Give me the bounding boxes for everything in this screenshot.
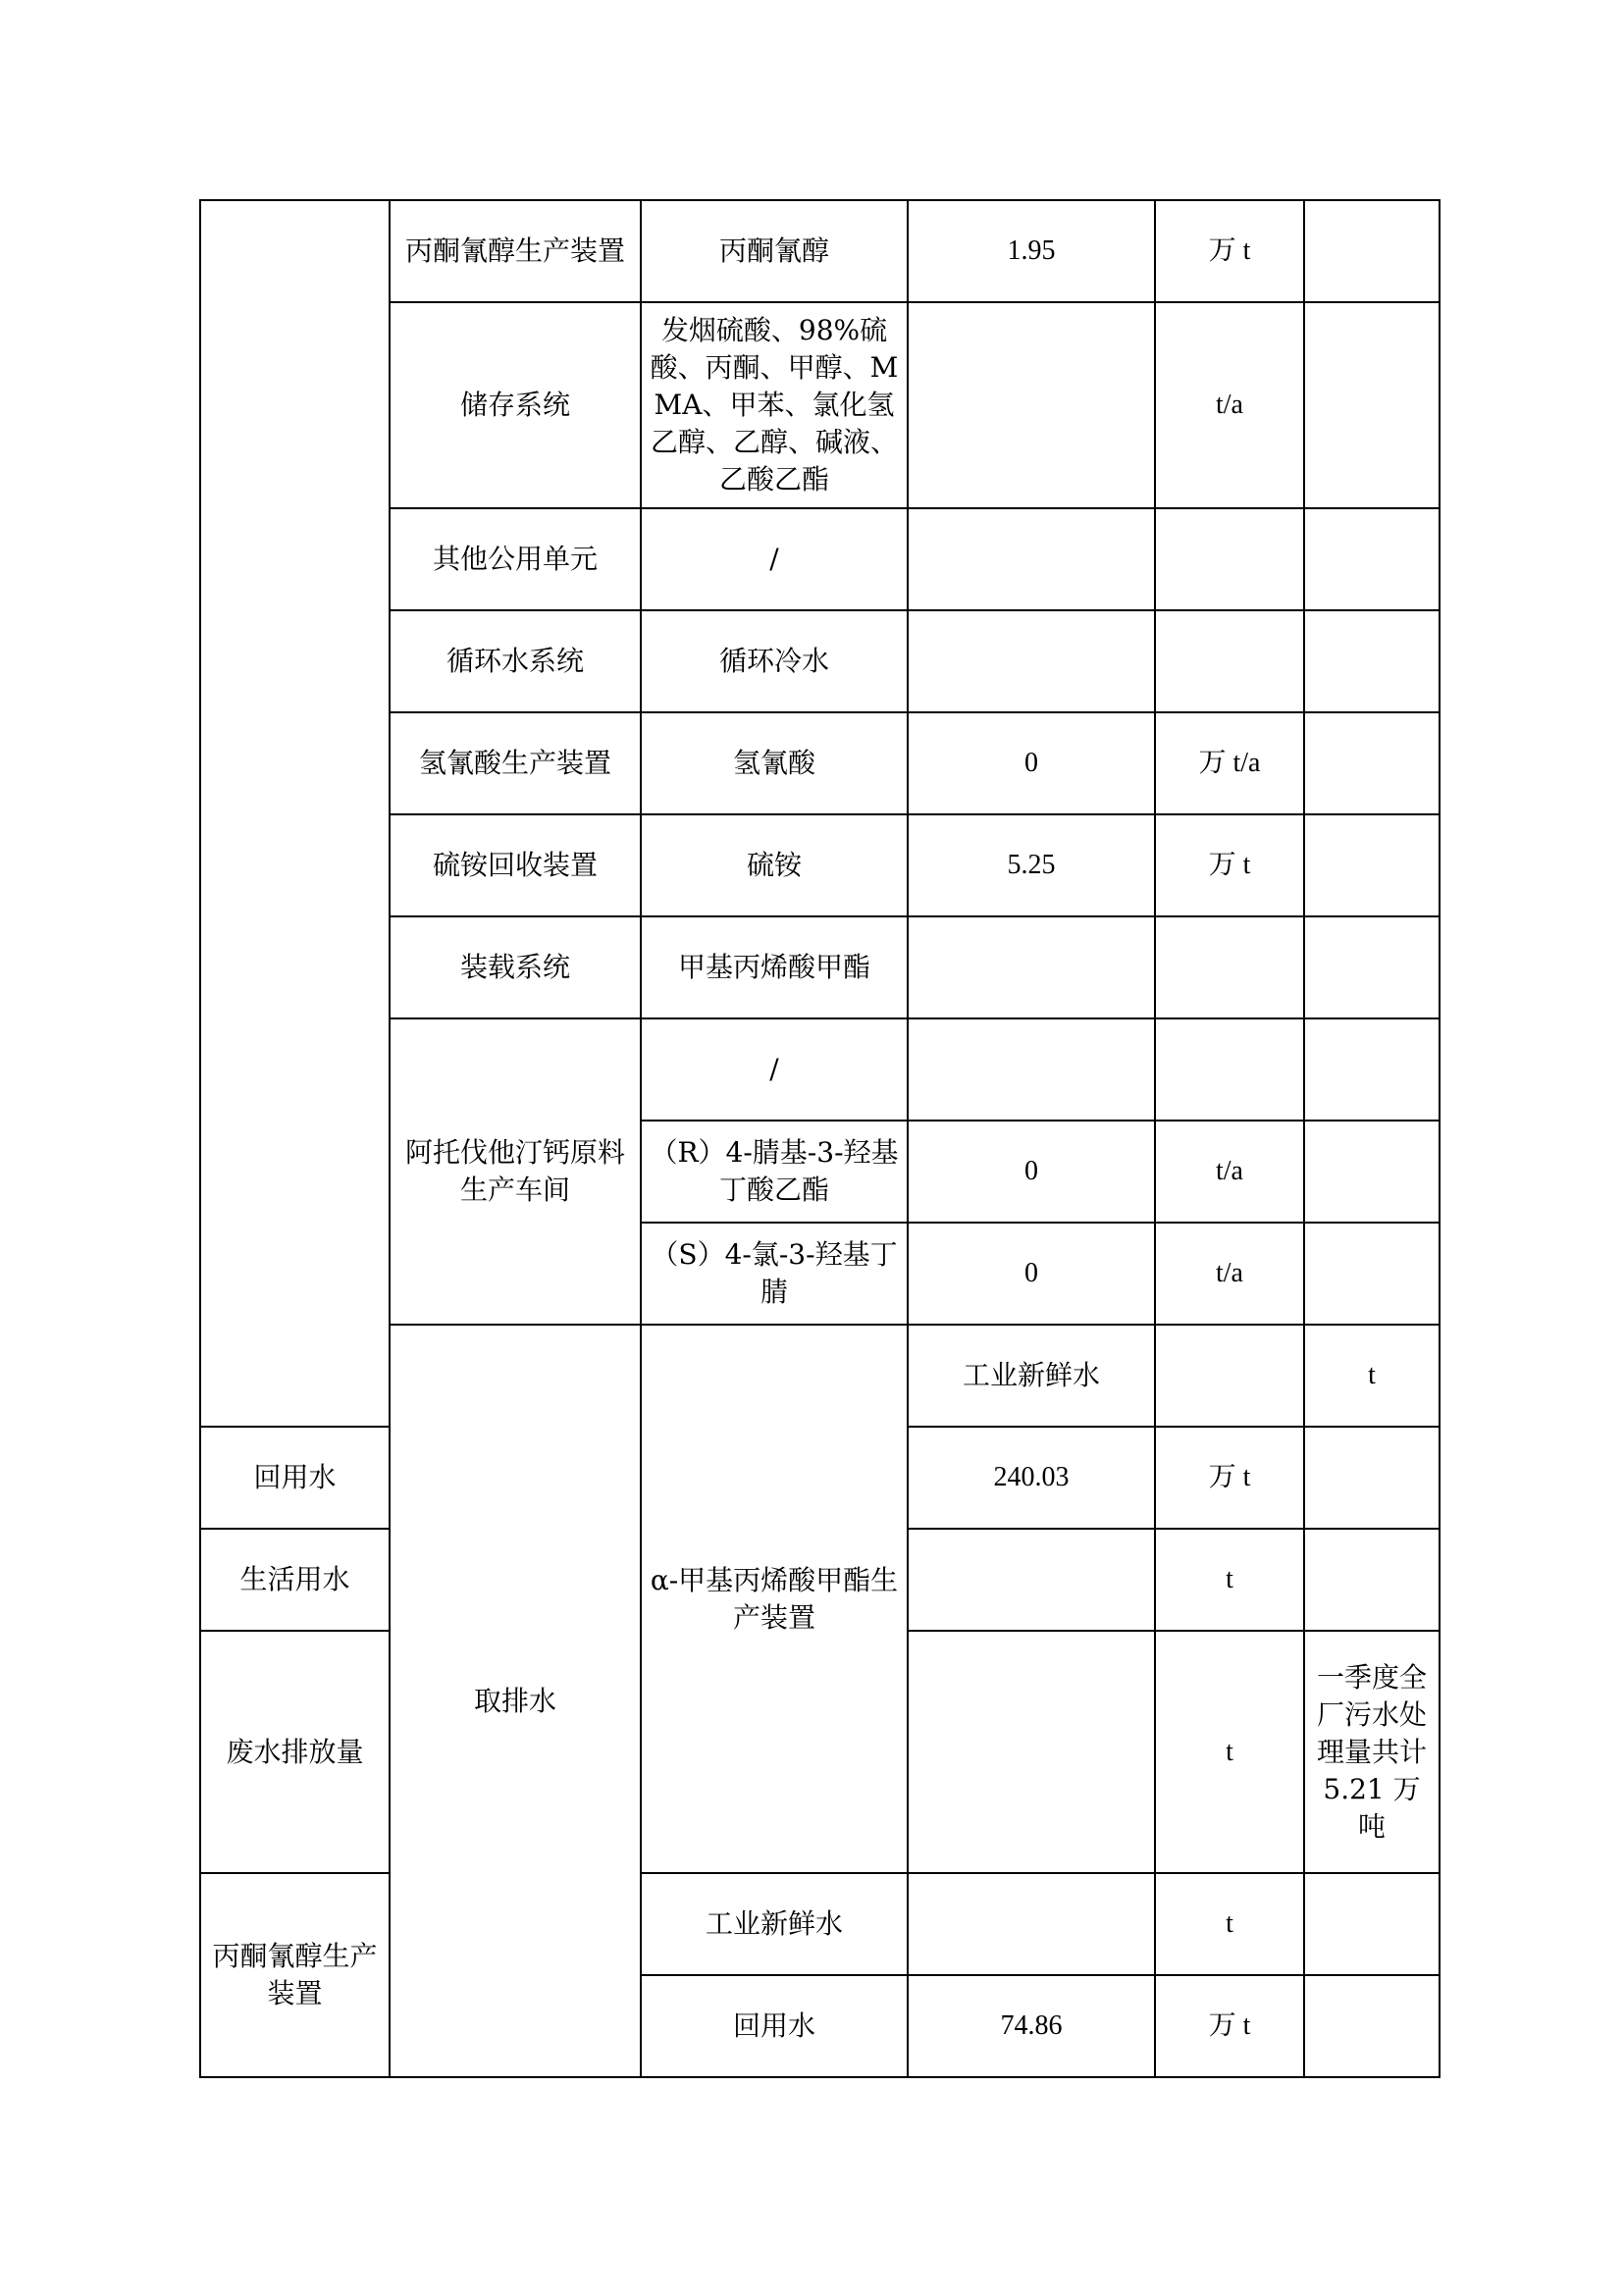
unit-cell: 阿托伐他汀钙原料生产车间 bbox=[390, 1018, 641, 1325]
item-cell: 丙酮氰醇 bbox=[641, 200, 908, 302]
item-cell: 废水排放量 bbox=[200, 1631, 390, 1873]
item-cell: （S）4-氯-3-羟基丁腈 bbox=[641, 1223, 908, 1325]
value-cell bbox=[908, 610, 1155, 712]
unit-measure-cell: t bbox=[1155, 1529, 1304, 1631]
item-cell: 甲基丙烯酸甲酯 bbox=[641, 916, 908, 1018]
unit-cell: 其他公用单元 bbox=[390, 508, 641, 610]
item-cell: 工业新鲜水 bbox=[641, 1873, 908, 1975]
remark-cell bbox=[1304, 1018, 1440, 1121]
unit-cell: α-甲基丙烯酸甲酯生产装置 bbox=[641, 1325, 908, 1873]
value-cell: 240.03 bbox=[908, 1427, 1155, 1529]
value-cell: 0 bbox=[908, 712, 1155, 814]
unit-measure-cell: t bbox=[1304, 1325, 1440, 1427]
unit-cell: 丙酮氰醇生产装置 bbox=[200, 1873, 390, 2077]
item-cell: 循环冷水 bbox=[641, 610, 908, 712]
unit-measure-cell: 万 t bbox=[1155, 814, 1304, 916]
unit-cell: 丙酮氰醇生产装置 bbox=[390, 200, 641, 302]
value-cell: 0 bbox=[908, 1121, 1155, 1223]
unit-measure-cell: t/a bbox=[1155, 1223, 1304, 1325]
remark-cell bbox=[1304, 916, 1440, 1018]
value-cell: 5.25 bbox=[908, 814, 1155, 916]
unit-measure-cell: t bbox=[1155, 1631, 1304, 1873]
item-cell: （R）4-腈基-3-羟基丁酸乙酯 bbox=[641, 1121, 908, 1223]
value-cell bbox=[908, 302, 1155, 508]
unit-measure-cell bbox=[1155, 1018, 1304, 1121]
unit-measure-cell: 万 t bbox=[1155, 1975, 1304, 2077]
unit-measure-cell bbox=[1155, 916, 1304, 1018]
unit-cell: 储存系统 bbox=[390, 302, 641, 508]
remark-cell bbox=[1304, 1975, 1440, 2077]
value-cell bbox=[908, 916, 1155, 1018]
item-cell: / bbox=[641, 1018, 908, 1121]
remark-cell bbox=[1304, 200, 1440, 302]
remark-cell bbox=[1304, 814, 1440, 916]
value-cell bbox=[908, 1631, 1155, 1873]
item-cell: 发烟硫酸、98%硫酸、丙酮、甲醇、MMA、甲苯、氯化氢乙醇、乙醇、碱液、乙酸乙酯 bbox=[641, 302, 908, 508]
unit-cell: 氢氰酸生产装置 bbox=[390, 712, 641, 814]
item-cell: 硫铵 bbox=[641, 814, 908, 916]
category-cell bbox=[200, 200, 390, 1427]
unit-measure-cell: t/a bbox=[1155, 302, 1304, 508]
item-cell: 生活用水 bbox=[200, 1529, 390, 1631]
unit-measure-cell bbox=[1155, 508, 1304, 610]
table-row bbox=[200, 200, 1440, 302]
value-cell: 74.86 bbox=[908, 1975, 1155, 2077]
value-cell: 1.95 bbox=[908, 200, 1155, 302]
remark-cell bbox=[1304, 1121, 1440, 1223]
remark-cell bbox=[1304, 610, 1440, 712]
remark-cell bbox=[1304, 1427, 1440, 1529]
remark-cell bbox=[1304, 508, 1440, 610]
remark-cell bbox=[1304, 302, 1440, 508]
item-cell: 氢氰酸 bbox=[641, 712, 908, 814]
remark-cell bbox=[1304, 1873, 1440, 1975]
unit-measure-cell: 万 t bbox=[1155, 200, 1304, 302]
unit-measure-cell: 万 t/a bbox=[1155, 712, 1304, 814]
remark-cell: 一季度全厂污水处理量共计 5.21 万吨 bbox=[1304, 1631, 1440, 1873]
item-cell: 回用水 bbox=[641, 1975, 908, 2077]
category-cell: 取排水 bbox=[390, 1325, 641, 2077]
item-cell: / bbox=[641, 508, 908, 610]
unit-cell: 装载系统 bbox=[390, 916, 641, 1018]
unit-cell: 循环水系统 bbox=[390, 610, 641, 712]
remark-cell bbox=[1304, 1223, 1440, 1325]
value-cell: 0 bbox=[908, 1223, 1155, 1325]
unit-measure-cell: t bbox=[1155, 1873, 1304, 1975]
table-row bbox=[200, 1873, 1440, 1975]
unit-measure-cell: t/a bbox=[1155, 1121, 1304, 1223]
unit-measure-cell bbox=[1155, 610, 1304, 712]
value-cell bbox=[908, 1529, 1155, 1631]
unit-measure-cell: 万 t bbox=[1155, 1427, 1304, 1529]
value-cell bbox=[1155, 1325, 1304, 1427]
item-cell: 工业新鲜水 bbox=[908, 1325, 1155, 1427]
unit-cell: 硫铵回收装置 bbox=[390, 814, 641, 916]
remark-cell bbox=[1304, 712, 1440, 814]
value-cell bbox=[908, 508, 1155, 610]
remark-cell bbox=[1304, 1529, 1440, 1631]
value-cell bbox=[908, 1018, 1155, 1121]
value-cell bbox=[908, 1873, 1155, 1975]
data-table bbox=[199, 199, 1441, 2078]
item-cell: 回用水 bbox=[200, 1427, 390, 1529]
